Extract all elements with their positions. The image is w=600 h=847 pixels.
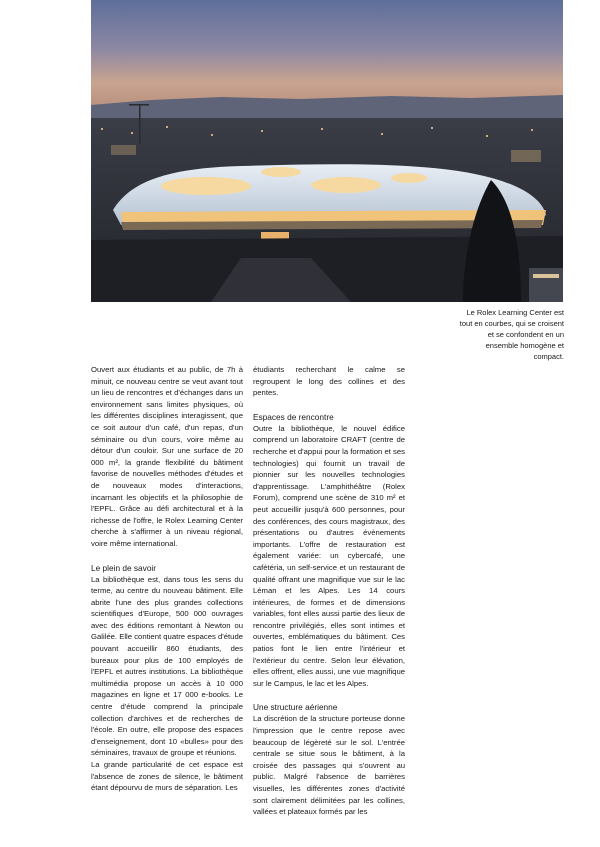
paragraph: La bibliothèque est, dans tous les sens du terme, au centre du nouveau bâtiment. Elle abrite l'une des plus grandes collections scientifiques d'Europe, 500 000 ouvrages avec des éditions remontant à Newton ou Galilée. Elle contient quatre espaces d'étude pouvant accueillir 860 étudiants, des bureaux pour plus de 100 employés de l'EPFL et autres institutions. La bibliothèque multimédia propose un accès à 10 000 magazines en ligne et 17 000 e-books. Le centre d'étude comprend la principale collection d'archives et de recherches de l'école. En outre, elle propose des espaces d'enseignement, dont 10 «bulles» pour des séminaires, travaux de groupe et réunions. (91, 574, 243, 758)
paragraph: Ouvert aux étudiants et au public, de 7h à minuit, ce nouveau centre se veut avant tout un lieu de rencontres et d'échanges dans un environnement sans limites physiques, où les différentes disciplines interagissent, que ce soit autour d'un café, d'un repas, d'un séminaire ou d'un cours, voire même au détour d'un couloir. Sur une surface de 20 000 m², la grande flexibilité du bâtiment favorise de nouvelles méthodes d'études et de nouveaux modes d'interactions, incarnant les objectifs et la philosophie de l'EPFL. Grâce au défi architectural et à la richesse de l'offre, le Rolex Learning Center cherche à s'affirmer à un niveau régional, voire même international. (91, 365, 243, 548)
section-heading: Espaces de rencontre (253, 411, 334, 422)
article-column-1 (91, 364, 243, 794)
section-heading: Le plein de savoir (91, 562, 157, 573)
article-column-2 (253, 364, 405, 818)
paragraph: étudiants recherchant le calme se regroupent le long des collines et des pentes. (253, 365, 405, 398)
section-heading: Une structure aérienne (253, 702, 338, 713)
paragraph: Outre la bibliothèque, le nouvel édifice comprend un laboratoire CRAFT (centre de recherche et d'appui pour la formation et ses technologies) qui fournit un travail de pionnier sur les nouvelles technologies d'apprentissage. L'amphithéâtre (Rolex Forum), comprend une scène de 310 m² et peut accueillir jusqu'à 600 personnes, pour des conférences, des cours magistraux, des présentations ou d'autres évènements importants. L'offre de restauration est également variée: un cybercafé, une cafétéria, un self-service et un restaurant de qualité offrant une magnifique vue sur le lac Léman et les Alpes. Les 14 cours intérieures, de formes et de dimensions variables, font elles aussi partie des lieux de rencontre privilégiés, elles sont intimes et ouvertes, emblématiques du bâtiment. Ces patios font le lien entre l'intérieur et l'extérieur du centre. Selon leur élévation, elles offrent, elles aussi, une vue magnifique sur le Campus, le lac et les Alpes. (253, 423, 405, 688)
paragraph: La grande particularité de cet espace est l'absence de zones de silence, le bâtiment étant dépourvu de murs de séparation. Les (91, 760, 243, 793)
photo-caption: Le Rolex Learning Center est tout en courbes, qui se croisent et se confondent en un ensemble homogène et compact. (459, 308, 564, 361)
building-photo (91, 0, 563, 302)
paragraph: La discrétion de la structure porteuse donne l'impression que le centre repose avec beaucoup de légèreté sur le sol. L'entrée centrale se situe sous le bâtiment, à la croisée des passages qui s'ouvrent au public. Malgré l'absence de barrières visuelles, les différentes zones d'activité sont clairement délimitées par les collines, vallées et plateaux formés par les (253, 714, 405, 817)
